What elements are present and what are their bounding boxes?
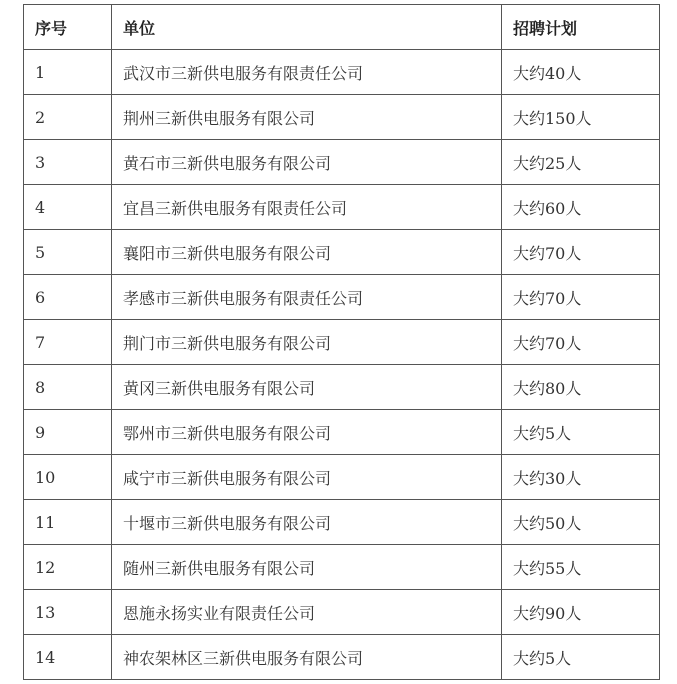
header-company: 单位 bbox=[112, 5, 502, 50]
row-company: 孝感市三新供电服务有限责任公司 bbox=[112, 275, 502, 320]
row-plan: 大约60人 bbox=[502, 185, 660, 230]
row-company: 鄂州市三新供电服务有限公司 bbox=[112, 410, 502, 455]
row-company: 黄冈三新供电服务有限公司 bbox=[112, 365, 502, 410]
table-row bbox=[24, 320, 660, 365]
row-plan: 大约150人 bbox=[502, 95, 660, 140]
table-row bbox=[24, 230, 660, 275]
row-plan: 大约70人 bbox=[502, 275, 660, 320]
header-plan: 招聘计划 bbox=[502, 5, 660, 50]
table-row bbox=[24, 455, 660, 500]
table-row bbox=[24, 275, 660, 320]
row-index: 10 bbox=[24, 455, 112, 500]
row-plan: 大约70人 bbox=[502, 230, 660, 275]
row-index: 5 bbox=[24, 230, 112, 275]
row-index: 7 bbox=[24, 320, 112, 365]
table-row bbox=[24, 410, 660, 455]
row-index: 9 bbox=[24, 410, 112, 455]
row-company: 武汉市三新供电服务有限责任公司 bbox=[112, 50, 502, 95]
table-row bbox=[24, 635, 660, 680]
table-row bbox=[24, 365, 660, 410]
row-plan: 大约40人 bbox=[502, 50, 660, 95]
row-index: 4 bbox=[24, 185, 112, 230]
row-index: 12 bbox=[24, 545, 112, 590]
row-plan: 大约30人 bbox=[502, 455, 660, 500]
row-company: 黄石市三新供电服务有限公司 bbox=[112, 140, 502, 185]
row-plan: 大约90人 bbox=[502, 590, 660, 635]
row-company: 恩施永扬实业有限责任公司 bbox=[112, 590, 502, 635]
row-plan: 大约70人 bbox=[502, 320, 660, 365]
table-row bbox=[24, 50, 660, 95]
row-index: 14 bbox=[24, 635, 112, 680]
row-plan: 大约50人 bbox=[502, 500, 660, 545]
row-company: 咸宁市三新供电服务有限公司 bbox=[112, 455, 502, 500]
row-plan: 大约5人 bbox=[502, 410, 660, 455]
row-index: 6 bbox=[24, 275, 112, 320]
table-header-row bbox=[24, 5, 660, 50]
row-index: 1 bbox=[24, 50, 112, 95]
row-plan: 大约25人 bbox=[502, 140, 660, 185]
row-company: 荆州三新供电服务有限公司 bbox=[112, 95, 502, 140]
row-plan: 大约55人 bbox=[502, 545, 660, 590]
table-row bbox=[24, 185, 660, 230]
row-index: 11 bbox=[24, 500, 112, 545]
row-company: 神农架林区三新供电服务有限公司 bbox=[112, 635, 502, 680]
row-company: 荆门市三新供电服务有限公司 bbox=[112, 320, 502, 365]
table-row bbox=[24, 140, 660, 185]
row-plan: 大约5人 bbox=[502, 635, 660, 680]
table-row bbox=[24, 590, 660, 635]
row-index: 13 bbox=[24, 590, 112, 635]
table-row bbox=[24, 500, 660, 545]
table-row bbox=[24, 95, 660, 140]
row-company: 随州三新供电服务有限公司 bbox=[112, 545, 502, 590]
row-index: 2 bbox=[24, 95, 112, 140]
row-index: 8 bbox=[24, 365, 112, 410]
row-company: 襄阳市三新供电服务有限公司 bbox=[112, 230, 502, 275]
row-company: 宜昌三新供电服务有限责任公司 bbox=[112, 185, 502, 230]
row-plan: 大约80人 bbox=[502, 365, 660, 410]
recruitment-table bbox=[23, 4, 660, 680]
row-index: 3 bbox=[24, 140, 112, 185]
table-row bbox=[24, 545, 660, 590]
row-company: 十堰市三新供电服务有限公司 bbox=[112, 500, 502, 545]
header-index: 序号 bbox=[24, 5, 112, 50]
